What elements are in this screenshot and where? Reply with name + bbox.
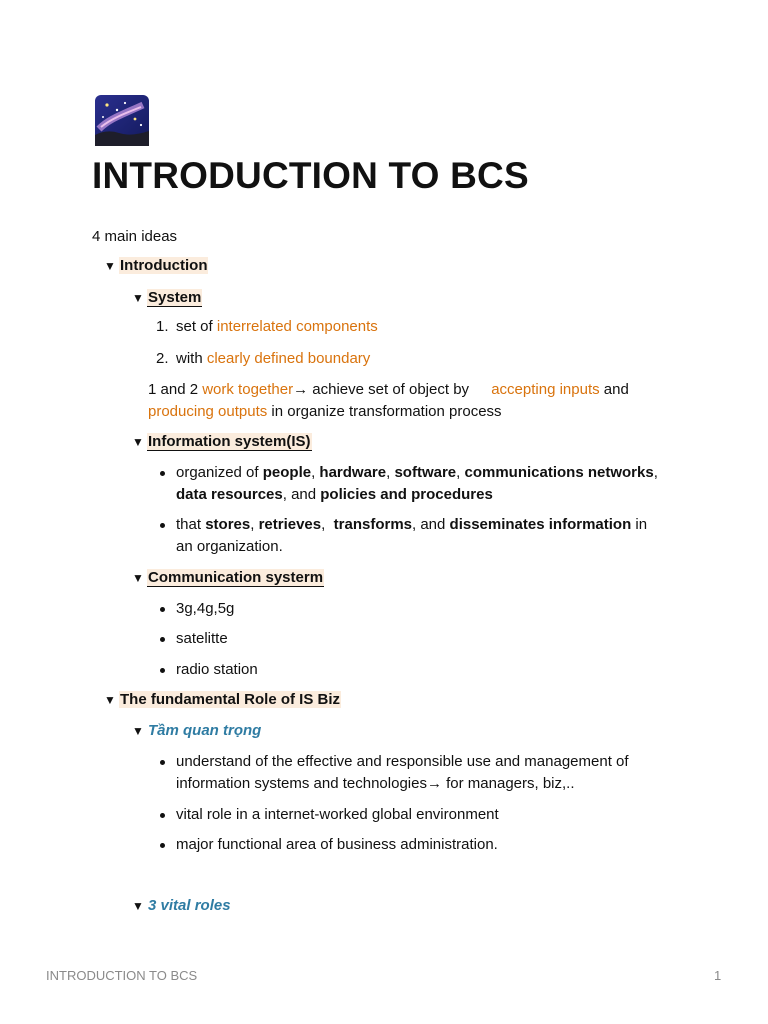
bold-text: people xyxy=(262,464,312,481)
list-item xyxy=(176,348,370,370)
toggle-importance[interactable] xyxy=(148,720,261,742)
list-number: 1. xyxy=(156,318,169,335)
list-item xyxy=(176,514,647,536)
list-item-text: , and xyxy=(282,486,321,503)
list-item-text: that xyxy=(176,516,206,533)
list-item xyxy=(176,462,658,484)
bullet xyxy=(160,471,165,476)
toggle-system[interactable] xyxy=(147,287,202,309)
list-item-text: with xyxy=(176,350,207,367)
list-item-continuation: an organization. xyxy=(176,538,283,555)
toggle-triangle-icon[interactable]: ▼ xyxy=(132,724,144,738)
toggle-information-system-label: Information system(IS) xyxy=(148,433,311,450)
bullet xyxy=(160,607,165,612)
summary-text: and xyxy=(599,381,629,398)
bold-text: hardware xyxy=(319,464,387,481)
highlighted-text: clearly defined boundary xyxy=(206,350,371,367)
toggle-triangle-icon[interactable]: ▼ xyxy=(104,693,116,707)
bullet xyxy=(160,760,165,765)
summary-text: 1 and 2 xyxy=(148,381,203,398)
system-summary-line2 xyxy=(148,401,502,423)
bold-text: stores xyxy=(205,516,251,533)
bold-text: transforms xyxy=(333,516,412,533)
bullet xyxy=(160,668,165,673)
footer-title: INTRODUCTION TO BCS xyxy=(46,968,198,983)
toggle-triangle-icon[interactable]: ▼ xyxy=(132,899,144,913)
list-item-text: , xyxy=(250,516,259,533)
toggle-information-system[interactable] xyxy=(147,431,312,453)
list-item: satelitte xyxy=(176,630,228,647)
toggle-fundamental-role-label: The fundamental Role of IS Biz xyxy=(120,691,341,708)
highlighted-text: producing outputs xyxy=(148,403,268,420)
toggle-triangle-icon[interactable]: ▼ xyxy=(132,291,144,305)
highlighted-text: accepting inputs xyxy=(491,381,600,398)
list-item-text: , and xyxy=(412,516,450,533)
bold-text: disseminates information xyxy=(449,516,632,533)
toggle-triangle-icon[interactable]: ▼ xyxy=(132,435,144,449)
toggle-importance-label: Tầm quan trọng xyxy=(148,722,262,739)
bullet xyxy=(160,843,165,848)
list-item-text: , xyxy=(386,464,395,481)
toggle-triangle-icon[interactable]: ▼ xyxy=(104,259,116,273)
system-summary-line1 xyxy=(148,379,629,401)
list-item-text: , xyxy=(456,464,465,481)
list-item xyxy=(176,316,378,338)
list-item-text: , xyxy=(321,516,334,533)
list-item: understand of the effective and responsible use and management of xyxy=(176,753,629,770)
bold-text: software xyxy=(394,464,457,481)
highlighted-text: interrelated components xyxy=(216,318,378,335)
list-item-text: organized of xyxy=(176,464,263,481)
bold-text: communications networks xyxy=(464,464,654,481)
toggle-system-label: System xyxy=(148,289,202,306)
list-number: 2. xyxy=(156,350,169,367)
galaxy-icon xyxy=(95,95,149,146)
list-item: 3g,4g,5g xyxy=(176,600,235,617)
bullet xyxy=(160,813,165,818)
bold-text: retrieves xyxy=(258,516,322,533)
list-item: major functional area of business administration. xyxy=(176,836,498,853)
toggle-vital-roles[interactable] xyxy=(148,895,231,917)
list-item-text: , xyxy=(653,464,658,481)
list-item-text: , xyxy=(311,464,320,481)
bullet xyxy=(160,637,165,642)
toggle-fundamental-role[interactable] xyxy=(119,689,341,711)
summary-text: in organize transformation process xyxy=(267,403,502,420)
toggle-triangle-icon[interactable]: ▼ xyxy=(132,571,144,585)
bullet xyxy=(160,523,165,528)
page-number: 1 xyxy=(714,968,722,983)
list-item: radio station xyxy=(176,661,258,678)
toggle-communication-system[interactable] xyxy=(147,567,324,589)
toggle-communication-system-label: Communication systerm xyxy=(148,569,324,586)
list-item-text: set of xyxy=(176,318,217,335)
highlighted-text: work together xyxy=(202,381,294,398)
toggle-vital-roles-label: 3 vital roles xyxy=(148,897,231,914)
page-title: INTRODUCTION TO BCS xyxy=(92,155,529,196)
bold-text: data resources xyxy=(176,486,283,503)
toggle-introduction-label: Introduction xyxy=(120,257,208,274)
summary-text: → achieve set of object by xyxy=(293,381,474,398)
toggle-introduction[interactable] xyxy=(119,255,208,277)
list-item-text: in xyxy=(631,516,648,533)
bold-text: policies and procedures xyxy=(320,486,493,503)
intro-text: 4 main ideas xyxy=(92,228,178,245)
list-item-continuation xyxy=(176,484,493,506)
list-item-continuation: information systems and technologies→ for managers, biz,.. xyxy=(176,775,575,792)
list-item: vital role in a internet-worked global environment xyxy=(176,806,499,823)
